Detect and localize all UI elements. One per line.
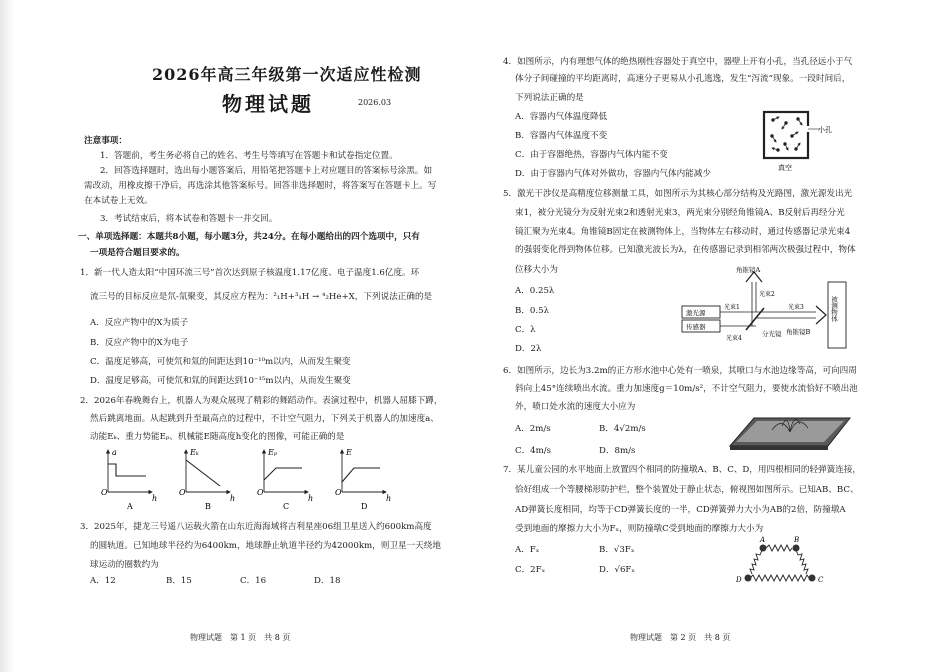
notice-line: 2．回答选择题时，选出每小题答案后，用铅笔把答题卡上对应题目的答案标号涂黑。如: [100, 166, 433, 176]
graph-label: A: [127, 502, 133, 511]
axis-y-label: Eₖ: [190, 448, 199, 457]
q1-option-a: A．反应产物中的X为质子: [90, 318, 189, 328]
page-binding-shadow: [0, 0, 14, 672]
beam1-label: 光束1: [724, 304, 740, 311]
axis-y-label: a: [112, 448, 117, 457]
q5-stem: 束1，被分光镜分为反射光束2和透射光束3，两光束分别经角锥镜A、B反射后再经分光: [515, 208, 845, 218]
exam-title: 2026年高三年级第一次适应性检测: [152, 65, 422, 84]
q6-pool-figure: [724, 410, 854, 454]
origin-label: O: [257, 488, 264, 497]
point-d-label: D: [736, 576, 742, 584]
q2-stem: 2．2026年春晚舞台上，机器人为观众展现了精彩的舞蹈动作。表演过程中，机器人屈膝下蹲，: [80, 396, 443, 406]
point-c-label: C: [818, 576, 824, 584]
q2-stem: 动能Eₖ、重力势能Eₚ、机械能E随高度h变化的图像，可能正确的是: [90, 432, 345, 442]
q6-stem: 6．如图所示，边长为3.2m的正方形水池中心处有一喷泉，其喷口与水池边缘等高，可向四周: [503, 366, 857, 376]
notice-line: 3．考试结束后，将本试卷和答题卡一并交回。: [100, 214, 278, 224]
graph-label: B: [205, 502, 211, 511]
q3-option-a: A．12: [90, 576, 116, 586]
q1-stem: 1．新一代人造太阳“中国环流三号”首次达到原子核温度1.17亿度、电子温度1.6亿度。环: [80, 268, 420, 278]
exam-date: 2026.03: [358, 98, 392, 107]
axis-x-label: h: [386, 494, 392, 503]
q3-option-b: B．15: [166, 576, 192, 586]
q2-graph-c: [257, 448, 313, 511]
q6-option-d: D．8m/s: [599, 446, 636, 456]
sensor-label: 传感器: [686, 323, 706, 331]
q1-option-b: B．反应产物中的X为电子: [90, 338, 189, 348]
origin-label: O: [101, 488, 108, 497]
q7-stem: 恰好组成一个等腰梯形防护栏，整个装置处于静止状态，俯视图如图所示。已知AB、BC、: [515, 485, 859, 495]
section-heading: 一项是符合题目要求的。: [90, 248, 185, 258]
origin-label: O: [335, 488, 342, 497]
mirror-a-label: 角锥镜A: [736, 266, 761, 274]
q5-stem: 5．激光干涉仪是高精度位移测量工具，如图所示为其核心部分结构及光路图，激光源发出光: [503, 189, 853, 199]
q2-stem: 然后跳离地面。从起跳到升至最高点的过程中，不计空气阻力，下列关于机器人的加速度a、: [90, 414, 439, 424]
beam4-label: 光束4: [726, 335, 742, 342]
q4-stem: 体分子间碰撞的平均距离时，高速分子更易从小孔逃逸，发生“泻流”现象。一段时间后，: [515, 74, 851, 84]
beam2-label: 光束2: [759, 291, 775, 298]
q1-stem: 流三号的目标反应是氘-氚聚变，其反应方程为：²₁H+³₁H → ⁴₂He+X，下列说法正确的是: [90, 292, 433, 302]
notice-line: 在本试卷上无效。: [84, 196, 153, 206]
q3-stem: 3．2025年，捷龙三号遥八运载火箭在山东近海海域将吉利星座06组卫星送入约600km高度: [80, 522, 432, 532]
q5-option-c: C．λ: [515, 325, 536, 335]
q4-stem: 下列说法正确的是: [515, 93, 584, 103]
q5-stem: 位移大小为: [515, 265, 558, 275]
q5-option-b: B．0.5λ: [515, 306, 550, 316]
axis-y-label: Eₚ: [268, 448, 278, 457]
q5-stem: 镜汇聚为光束4。角锥镜B固定在被测物体上，当物体左右移动时，通过传感器记录光束4: [515, 227, 851, 237]
object-label: 被测物体: [830, 296, 838, 322]
q4-option-b: B．容器内气体温度不变: [515, 131, 608, 141]
q7-stem: AD弹簧长度相同，均等于CD弹簧长度的一半，CD弹簧弹力大小为AB的2倍，防撞墩A: [515, 505, 846, 515]
q3-option-c: C．16: [240, 576, 267, 586]
q7-option-c: C．2Fₓ: [515, 565, 546, 575]
q6-option-c: C．4m/s: [515, 446, 552, 456]
axis-x-label: h: [308, 494, 314, 503]
source-label: 激光源: [686, 309, 706, 317]
splitter-label: 分光镜: [762, 330, 782, 338]
q4-stem: 4．如图所示，内有理想气体的绝热刚性容器处于真空中，器壁上开有小孔，当孔径远小于气: [503, 57, 853, 67]
origin-label: O: [179, 488, 186, 497]
q6-option-a: A．2m/s: [515, 424, 551, 434]
axis-y-label: E: [346, 448, 352, 457]
graph-label: D: [361, 502, 368, 511]
q5-option-a: A．0.25λ: [515, 286, 555, 296]
q1-option-c: C．温度足够高，可使氘和氚的间距达到10⁻¹⁰m以内，从而发生聚变: [90, 357, 351, 367]
beam3-label: 光束3: [788, 304, 804, 311]
point-a-label: A: [760, 536, 766, 544]
q4-option-d: D．由于容器内气体对外做功，容器内气体内能减少: [515, 169, 711, 179]
point-b-label: B: [794, 536, 800, 544]
notice-heading: 注意事项：: [84, 136, 127, 146]
page-footer: 物理试题 第 2 页 共 8 页: [630, 633, 731, 642]
mirror-b-label: 角锥镜B: [786, 328, 811, 336]
q7-stem: 受到地面的摩擦力大小为Fₓ，则防撞墩C受到地面的摩擦力大小为: [515, 524, 764, 534]
section-heading: 一、单项选择题：本题共8小题，每小题3分，共24分。在每小题给出的四个选项中，只有: [78, 232, 420, 242]
q5-interferometer-figure: [676, 268, 856, 356]
q2-graph-a: [101, 448, 157, 511]
notice-line: 1．答题前，考生务必将自己的姓名、考生号等填写在答题卡和试卷指定位置。: [100, 151, 398, 161]
notice-line: 需改动，用橡皮擦干净后，再选涂其他答案标号。回答非选择题时，将答案写在答题卡上。写: [84, 181, 437, 191]
q6-stem: 外，喷口处水流的速度大小应为: [515, 402, 636, 412]
q7-option-b: B．√3Fₓ: [599, 545, 635, 555]
q2-graph-d: [335, 448, 391, 511]
subject-title: 物理试题: [222, 92, 314, 116]
q7-option-d: D．√6Fₓ: [599, 565, 636, 575]
q4-option-a: A．容器内气体温度降低: [515, 112, 608, 122]
q7-stem: 7．某儿童公园的水平地面上放置四个相同的防撞墩A、B、C、D，用四根相同的轻弹簧连接，: [503, 465, 862, 475]
q6-stem: 斜向上45°连续喷出水流。重力加速度g＝10m/s²，不计空气阻力，要使水流恰好不喷出池: [515, 384, 858, 394]
axis-x-label: h: [230, 494, 236, 503]
q7-option-a: A．Fₓ: [515, 545, 540, 555]
q5-stem: 的强弱变化得到物体位移。已知激光波长为λ，在传感器记录到相邻两次极强过程中，物体: [515, 245, 856, 255]
q6-option-b: B．4√2m/s: [599, 424, 646, 434]
q1-option-d: D．温度足够高，可使氘和氚的间距达到10⁻¹⁵m以内，从而发生聚变: [90, 376, 351, 386]
q7-trapezoid-figure: [732, 538, 832, 588]
q5-option-d: D．2λ: [515, 344, 542, 354]
axis-x-label: h: [152, 494, 158, 503]
hole-label: 小孔: [818, 126, 832, 134]
vacuum-label: 真空: [778, 164, 792, 172]
q3-stem: 球运动的圈数约为: [90, 560, 159, 570]
graph-label: C: [283, 502, 290, 511]
q4-option-c: C．由于容器绝热，容器内气体内能不变: [515, 150, 668, 160]
q4-container-figure: [756, 108, 842, 174]
q2-graphs: [90, 446, 390, 514]
q3-stem: 的圆轨道。已知地球半径约为6400km，地球静止轨道半径约为42000km，则卫星一天绕地: [90, 541, 441, 551]
q2-graph-b: [179, 448, 235, 511]
page-footer: 物理试题 第 1 页 共 8 页: [190, 633, 291, 642]
q3-option-d: D．18: [314, 576, 341, 586]
